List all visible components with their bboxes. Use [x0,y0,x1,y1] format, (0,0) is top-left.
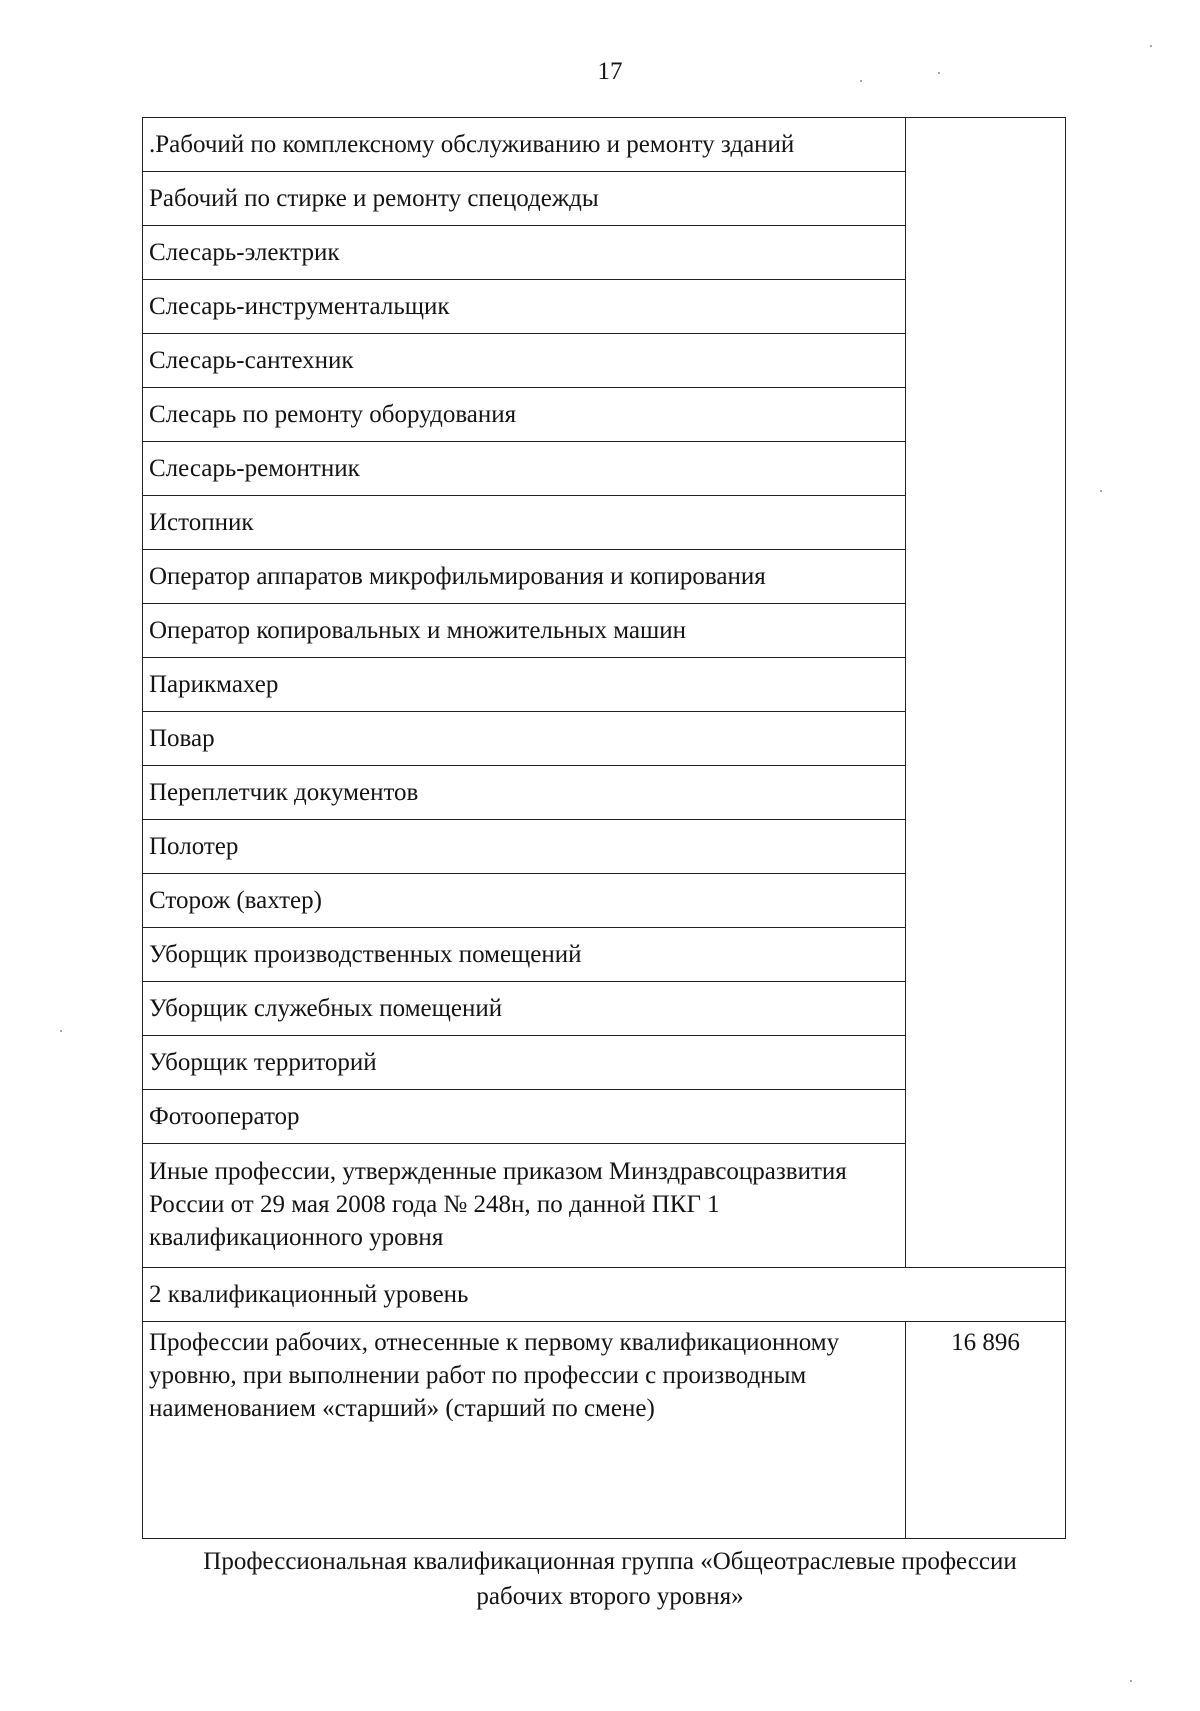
profession-cell: Слесарь-ремонтник [143,442,906,496]
profession-cell: Оператор копировальных и множительных машин [143,604,906,658]
page-number: 17 [597,58,623,85]
table-row-level-2 [143,1268,1066,1322]
salary-cell-empty [906,118,1066,1268]
profession-cell: Слесарь по ремонту оборудования [143,388,906,442]
profession-cell: Повар [143,712,906,766]
senior-professions-cell: Профессии рабочих, отнесенные к первому квалификационному уровню, при выполнении работ по профессии с производным наименованием «старший» (старший по смене) [143,1322,906,1539]
profession-cell: Парикмахер [143,658,906,712]
profession-cell: Рабочий по стирке и ремонту спецодежды [143,172,906,226]
professions-table [142,117,1066,1539]
salary-value-cell: 16 896 [906,1322,1066,1539]
scan-speck [1130,1680,1132,1682]
profession-cell: Переплетчик документов [143,766,906,820]
profession-cell: Полотер [143,820,906,874]
profession-cell: Истопник [143,496,906,550]
profession-cell: Оператор аппаратов микрофильмирования и копирования [143,550,906,604]
profession-cell: Сторож (вахтер) [143,874,906,928]
table-row [143,118,1066,172]
profession-cell: Слесарь-сантехник [143,334,906,388]
scan-speck [60,1030,62,1032]
profession-cell: Уборщик служебных помещений [143,982,906,1036]
professions-table-body [143,118,1066,1539]
profession-cell: Фотооператор [143,1090,906,1144]
group-caption: Профессиональная квалификационная группа «Общеотраслевые профессии рабочих второго уровня» [203,1548,1017,1610]
profession-cell: .Рабочий по комплексному обслуживанию и ремонту зданий [143,118,906,172]
profession-cell: Слесарь-инструментальщик [143,280,906,334]
scan-speck [1150,45,1152,47]
scan-speck [1100,490,1102,492]
table-row-senior [143,1322,1066,1539]
scan-speck [860,80,862,82]
level-2-heading: 2 квалификационный уровень [143,1268,1066,1322]
profession-cell: Уборщик производственных помещений [143,928,906,982]
profession-cell: Слесарь-электрик [143,226,906,280]
profession-cell: Уборщик территорий [143,1036,906,1090]
scan-speck [938,72,940,74]
other-professions-cell: Иные профессии, утвержденные приказом Минздравсоцразвития России от 29 мая 2008 года № 248н, по данной ПКГ 1 квалификационного уровня [143,1144,906,1268]
